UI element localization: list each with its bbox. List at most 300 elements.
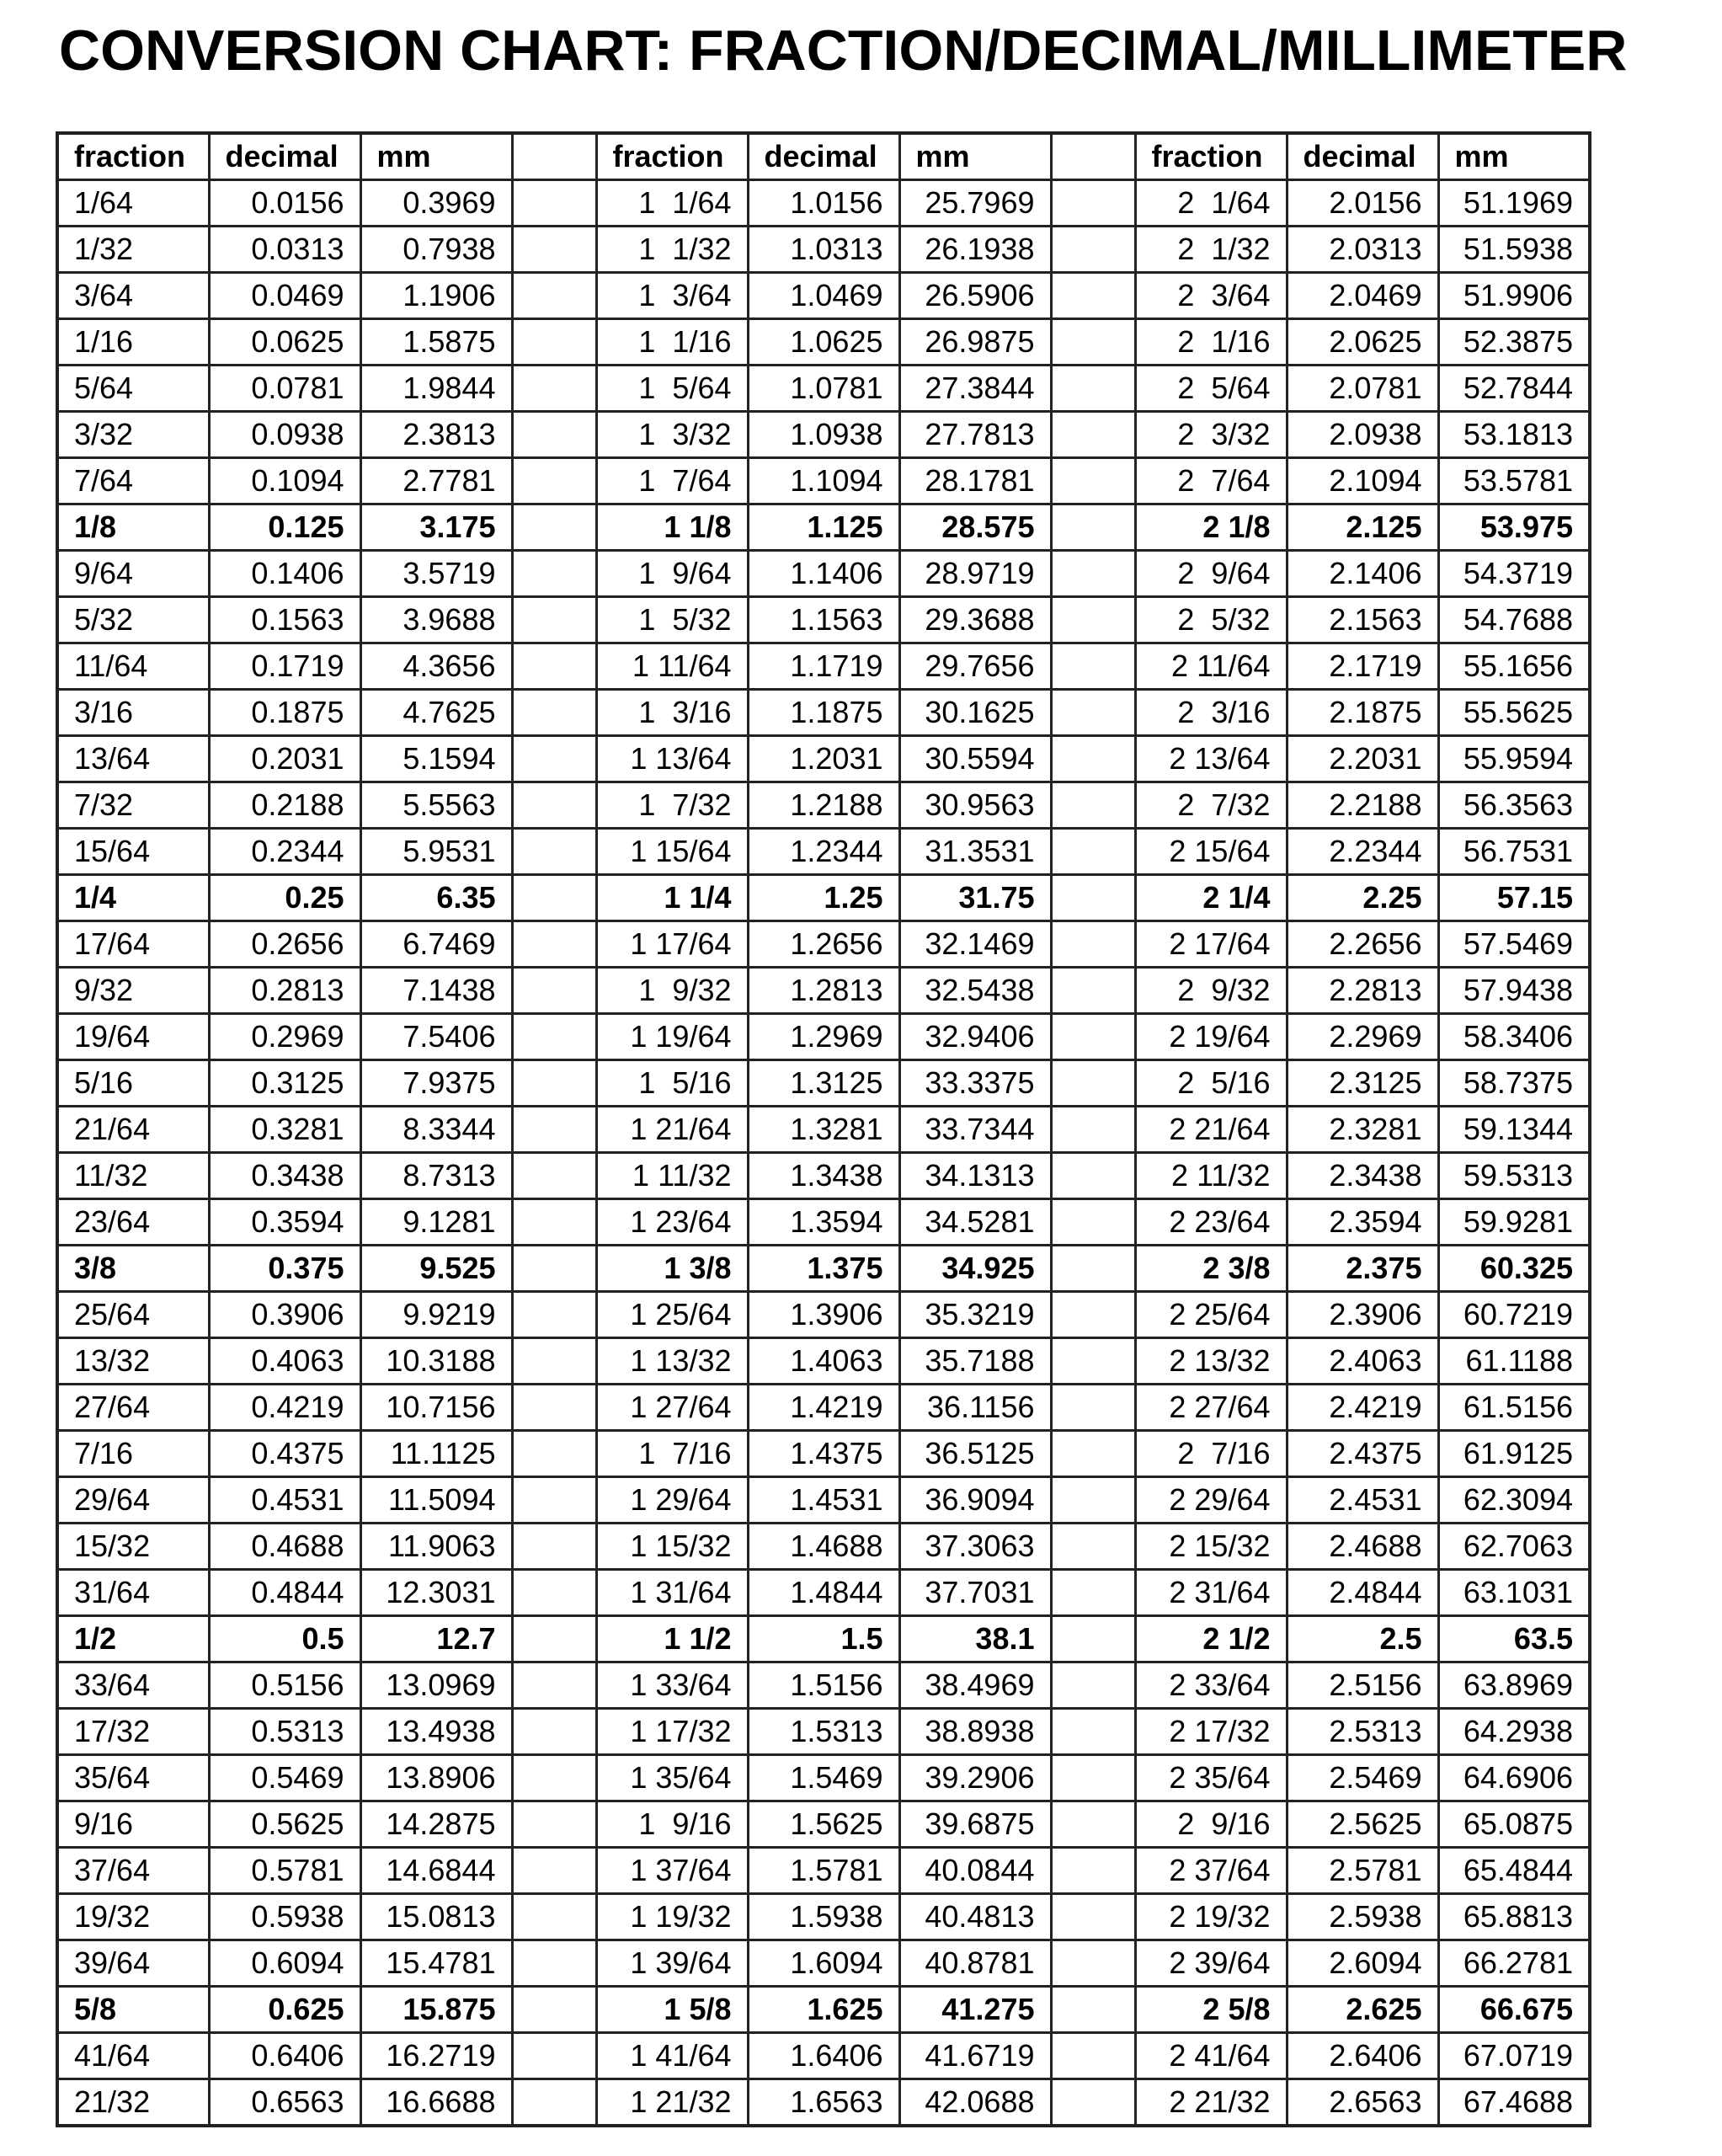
header-row [57, 133, 1590, 180]
column-spacer [512, 1060, 596, 1107]
column-header-fraction: fraction [57, 133, 209, 180]
fraction-cell: 2 21/32 [1135, 2079, 1287, 2127]
mm-cell: 33.7344 [899, 1107, 1051, 1153]
table-row [57, 273, 1590, 319]
decimal-cell: 0.6094 [209, 1940, 360, 1987]
fraction-cell: 1 21/32 [596, 2079, 748, 2127]
decimal-cell: 0.5 [209, 1616, 360, 1662]
mm-cell: 29.7656 [899, 643, 1051, 690]
column-spacer [1051, 366, 1135, 412]
decimal-cell: 2.1406 [1287, 551, 1438, 597]
mm-cell: 38.1 [899, 1616, 1051, 1662]
fraction-cell: 1 21/64 [596, 1107, 748, 1153]
mm-cell: 15.875 [360, 1987, 512, 2033]
fraction-cell: 1/16 [57, 319, 209, 366]
fraction-cell: 2 31/64 [1135, 1570, 1287, 1616]
mm-cell: 53.975 [1438, 504, 1590, 551]
column-spacer [1051, 1107, 1135, 1153]
decimal-cell: 1.0469 [748, 273, 899, 319]
column-spacer [512, 829, 596, 875]
decimal-cell: 1.375 [748, 1246, 899, 1292]
decimal-cell: 0.1406 [209, 551, 360, 597]
decimal-cell: 0.5781 [209, 1848, 360, 1894]
fraction-cell: 1 15/32 [596, 1524, 748, 1570]
mm-cell: 26.1938 [899, 227, 1051, 273]
decimal-cell: 0.2344 [209, 829, 360, 875]
column-header-decimal: decimal [209, 133, 360, 180]
fraction-cell: 1 1/8 [596, 504, 748, 551]
column-spacer [512, 227, 596, 273]
decimal-cell: 0.5625 [209, 1801, 360, 1848]
decimal-cell: 1.4375 [748, 1431, 899, 1477]
table-row [57, 829, 1590, 875]
fraction-cell: 2 21/64 [1135, 1107, 1287, 1153]
decimal-cell: 2.6406 [1287, 2033, 1438, 2079]
fraction-cell: 31/64 [57, 1570, 209, 1616]
fraction-cell: 2 7/64 [1135, 458, 1287, 504]
fraction-cell: 33/64 [57, 1662, 209, 1709]
mm-cell: 2.3813 [360, 412, 512, 458]
mm-cell: 52.7844 [1438, 366, 1590, 412]
column-spacer [1051, 1940, 1135, 1987]
table-row [57, 2033, 1590, 2079]
mm-cell: 32.1469 [899, 921, 1051, 968]
mm-cell: 9.1281 [360, 1199, 512, 1246]
table-row [57, 1848, 1590, 1894]
fraction-cell: 1 1/64 [596, 180, 748, 227]
column-spacer [1051, 1848, 1135, 1894]
fraction-cell: 5/8 [57, 1987, 209, 2033]
fraction-cell: 2 1/32 [1135, 227, 1287, 273]
mm-cell: 5.9531 [360, 829, 512, 875]
column-header-mm: mm [899, 133, 1051, 180]
table-row [57, 1894, 1590, 1940]
fraction-cell: 21/32 [57, 2079, 209, 2127]
decimal-cell: 2.25 [1287, 875, 1438, 921]
decimal-cell: 2.6094 [1287, 1940, 1438, 1987]
table-row [57, 597, 1590, 643]
decimal-cell: 1.4688 [748, 1524, 899, 1570]
mm-cell: 58.7375 [1438, 1060, 1590, 1107]
mm-cell: 3.5719 [360, 551, 512, 597]
mm-cell: 28.1781 [899, 458, 1051, 504]
fraction-cell: 1 9/64 [596, 551, 748, 597]
fraction-cell: 1 1/16 [596, 319, 748, 366]
decimal-cell: 0.1719 [209, 643, 360, 690]
decimal-cell: 0.4375 [209, 1431, 360, 1477]
decimal-cell: 2.1875 [1287, 690, 1438, 736]
decimal-cell: 1.0625 [748, 319, 899, 366]
mm-cell: 4.3656 [360, 643, 512, 690]
decimal-cell: 2.625 [1287, 1987, 1438, 2033]
mm-cell: 25.7969 [899, 180, 1051, 227]
column-spacer [512, 1014, 596, 1060]
mm-cell: 26.5906 [899, 273, 1051, 319]
decimal-cell: 0.6406 [209, 2033, 360, 2079]
column-spacer [512, 273, 596, 319]
mm-cell: 31.75 [899, 875, 1051, 921]
fraction-cell: 1 31/64 [596, 1570, 748, 1616]
mm-cell: 26.9875 [899, 319, 1051, 366]
fraction-cell: 1 7/16 [596, 1431, 748, 1477]
fraction-cell: 11/32 [57, 1153, 209, 1199]
mm-cell: 63.5 [1438, 1616, 1590, 1662]
mm-cell: 32.5438 [899, 968, 1051, 1014]
mm-cell: 7.1438 [360, 968, 512, 1014]
fraction-cell: 1 27/64 [596, 1385, 748, 1431]
fraction-cell: 2 9/32 [1135, 968, 1287, 1014]
table-row [57, 968, 1590, 1014]
fraction-cell: 1 17/32 [596, 1709, 748, 1755]
fraction-cell: 2 5/32 [1135, 597, 1287, 643]
decimal-cell: 1.0313 [748, 227, 899, 273]
column-spacer [1051, 1524, 1135, 1570]
column-spacer [512, 1848, 596, 1894]
fraction-cell: 1 7/32 [596, 782, 748, 829]
fraction-cell: 19/64 [57, 1014, 209, 1060]
column-spacer [1051, 1431, 1135, 1477]
mm-cell: 63.1031 [1438, 1570, 1590, 1616]
column-spacer [512, 458, 596, 504]
fraction-cell: 2 11/64 [1135, 643, 1287, 690]
fraction-cell: 2 39/64 [1135, 1940, 1287, 1987]
column-spacer [512, 1570, 596, 1616]
mm-cell: 16.6688 [360, 2079, 512, 2127]
column-spacer [1051, 1060, 1135, 1107]
column-spacer [1051, 1616, 1135, 1662]
mm-cell: 10.7156 [360, 1385, 512, 1431]
column-spacer [512, 1246, 596, 1292]
mm-cell: 12.3031 [360, 1570, 512, 1616]
decimal-cell: 1.6094 [748, 1940, 899, 1987]
mm-cell: 60.7219 [1438, 1292, 1590, 1338]
table-row [57, 1801, 1590, 1848]
mm-cell: 66.675 [1438, 1987, 1590, 2033]
decimal-cell: 2.5469 [1287, 1755, 1438, 1801]
fraction-cell: 2 35/64 [1135, 1755, 1287, 1801]
column-spacer [512, 968, 596, 1014]
fraction-cell: 15/64 [57, 829, 209, 875]
fraction-cell: 2 25/64 [1135, 1292, 1287, 1338]
decimal-cell: 2.1719 [1287, 643, 1438, 690]
fraction-cell: 2 17/64 [1135, 921, 1287, 968]
fraction-cell: 2 27/64 [1135, 1385, 1287, 1431]
decimal-cell: 1.2031 [748, 736, 899, 782]
mm-cell: 1.1906 [360, 273, 512, 319]
mm-cell: 11.5094 [360, 1477, 512, 1524]
decimal-cell: 0.25 [209, 875, 360, 921]
decimal-cell: 2.3125 [1287, 1060, 1438, 1107]
column-spacer [512, 1616, 596, 1662]
decimal-cell: 0.3906 [209, 1292, 360, 1338]
table-row [57, 319, 1590, 366]
fraction-cell: 9/16 [57, 1801, 209, 1848]
column-spacer [512, 1477, 596, 1524]
column-spacer [1051, 1153, 1135, 1199]
mm-cell: 35.7188 [899, 1338, 1051, 1385]
column-spacer [512, 1987, 596, 2033]
mm-cell: 13.8906 [360, 1755, 512, 1801]
mm-cell: 16.2719 [360, 2033, 512, 2079]
column-spacer [512, 133, 596, 180]
fraction-cell: 1 13/64 [596, 736, 748, 782]
mm-cell: 64.6906 [1438, 1755, 1590, 1801]
decimal-cell: 0.1875 [209, 690, 360, 736]
column-header-mm: mm [360, 133, 512, 180]
table-row [57, 1153, 1590, 1199]
decimal-cell: 1.3438 [748, 1153, 899, 1199]
fraction-cell: 1 15/64 [596, 829, 748, 875]
mm-cell: 11.9063 [360, 1524, 512, 1570]
fraction-cell: 1 3/32 [596, 412, 748, 458]
decimal-cell: 0.0938 [209, 412, 360, 458]
mm-cell: 34.1313 [899, 1153, 1051, 1199]
table-row [57, 690, 1590, 736]
decimal-cell: 1.3125 [748, 1060, 899, 1107]
decimal-cell: 1.5156 [748, 1662, 899, 1709]
decimal-cell: 0.2031 [209, 736, 360, 782]
column-spacer [512, 1338, 596, 1385]
decimal-cell: 1.5625 [748, 1801, 899, 1848]
fraction-cell: 2 29/64 [1135, 1477, 1287, 1524]
fraction-cell: 21/64 [57, 1107, 209, 1153]
column-spacer [512, 1292, 596, 1338]
fraction-cell: 2 41/64 [1135, 2033, 1287, 2079]
fraction-cell: 41/64 [57, 2033, 209, 2079]
page-title: CONVERSION CHART: FRACTION/DECIMAL/MILLIMETER [59, 19, 1628, 83]
decimal-cell: 0.1563 [209, 597, 360, 643]
fraction-cell: 17/32 [57, 1709, 209, 1755]
fraction-cell: 2 15/64 [1135, 829, 1287, 875]
decimal-cell: 0.125 [209, 504, 360, 551]
column-spacer [512, 2033, 596, 2079]
decimal-cell: 1.3594 [748, 1199, 899, 1246]
fraction-cell: 7/16 [57, 1431, 209, 1477]
decimal-cell: 0.3281 [209, 1107, 360, 1153]
decimal-cell: 1.4219 [748, 1385, 899, 1431]
decimal-cell: 1.2813 [748, 968, 899, 1014]
mm-cell: 63.8969 [1438, 1662, 1590, 1709]
decimal-cell: 1.4063 [748, 1338, 899, 1385]
column-spacer [512, 782, 596, 829]
mm-cell: 56.7531 [1438, 829, 1590, 875]
fraction-cell: 1 5/32 [596, 597, 748, 643]
decimal-cell: 0.375 [209, 1246, 360, 1292]
fraction-cell: 1 3/64 [596, 273, 748, 319]
fraction-cell: 3/32 [57, 412, 209, 458]
table-row [57, 458, 1590, 504]
conversion-table [56, 131, 1591, 2127]
column-spacer [512, 1431, 596, 1477]
decimal-cell: 2.0313 [1287, 227, 1438, 273]
decimal-cell: 0.2188 [209, 782, 360, 829]
mm-cell: 0.7938 [360, 227, 512, 273]
mm-cell: 42.0688 [899, 2079, 1051, 2127]
fraction-cell: 1 25/64 [596, 1292, 748, 1338]
fraction-cell: 1/32 [57, 227, 209, 273]
table-row [57, 1107, 1590, 1153]
column-spacer [1051, 551, 1135, 597]
decimal-cell: 2.5938 [1287, 1894, 1438, 1940]
mm-cell: 6.35 [360, 875, 512, 921]
mm-cell: 30.5594 [899, 736, 1051, 782]
mm-cell: 3.9688 [360, 597, 512, 643]
column-spacer [512, 412, 596, 458]
fraction-cell: 1 37/64 [596, 1848, 748, 1894]
mm-cell: 39.6875 [899, 1801, 1051, 1848]
fraction-cell: 1 3/8 [596, 1246, 748, 1292]
decimal-cell: 1.1563 [748, 597, 899, 643]
column-spacer [512, 1709, 596, 1755]
fraction-cell: 1 11/64 [596, 643, 748, 690]
column-spacer [1051, 1292, 1135, 1338]
mm-cell: 5.5563 [360, 782, 512, 829]
decimal-cell: 1.6563 [748, 2079, 899, 2127]
decimal-cell: 2.0469 [1287, 273, 1438, 319]
decimal-cell: 0.3438 [209, 1153, 360, 1199]
fraction-cell: 35/64 [57, 1755, 209, 1801]
mm-cell: 52.3875 [1438, 319, 1590, 366]
mm-cell: 33.3375 [899, 1060, 1051, 1107]
fraction-cell: 2 1/8 [1135, 504, 1287, 551]
mm-cell: 35.3219 [899, 1292, 1051, 1338]
fraction-cell: 2 1/4 [1135, 875, 1287, 921]
fraction-cell: 5/64 [57, 366, 209, 412]
mm-cell: 8.3344 [360, 1107, 512, 1153]
fraction-cell: 2 17/32 [1135, 1709, 1287, 1755]
fraction-cell: 1 41/64 [596, 2033, 748, 2079]
fraction-cell: 11/64 [57, 643, 209, 690]
mm-cell: 56.3563 [1438, 782, 1590, 829]
decimal-cell: 2.5781 [1287, 1848, 1438, 1894]
decimal-cell: 1.2188 [748, 782, 899, 829]
fraction-cell: 9/32 [57, 968, 209, 1014]
table-row [57, 180, 1590, 227]
fraction-cell: 1 9/16 [596, 1801, 748, 1848]
decimal-cell: 1.4531 [748, 1477, 899, 1524]
table-row [57, 1987, 1590, 2033]
table-row [57, 366, 1590, 412]
mm-cell: 57.9438 [1438, 968, 1590, 1014]
decimal-cell: 0.3594 [209, 1199, 360, 1246]
column-spacer [1051, 921, 1135, 968]
decimal-cell: 1.5313 [748, 1709, 899, 1755]
decimal-cell: 2.2813 [1287, 968, 1438, 1014]
mm-cell: 65.4844 [1438, 1848, 1590, 1894]
table-row [57, 1662, 1590, 1709]
fraction-cell: 5/32 [57, 597, 209, 643]
decimal-cell: 2.3906 [1287, 1292, 1438, 1338]
column-spacer [512, 319, 596, 366]
mm-cell: 36.1156 [899, 1385, 1051, 1431]
mm-cell: 28.575 [899, 504, 1051, 551]
column-spacer [1051, 1570, 1135, 1616]
column-spacer [512, 1801, 596, 1848]
fraction-cell: 2 3/32 [1135, 412, 1287, 458]
column-header-decimal: decimal [1287, 133, 1438, 180]
mm-cell: 27.7813 [899, 412, 1051, 458]
fraction-cell: 5/16 [57, 1060, 209, 1107]
decimal-cell: 2.0938 [1287, 412, 1438, 458]
fraction-cell: 27/64 [57, 1385, 209, 1431]
mm-cell: 38.8938 [899, 1709, 1051, 1755]
fraction-cell: 1 17/64 [596, 921, 748, 968]
fraction-cell: 1 3/16 [596, 690, 748, 736]
fraction-cell: 1 33/64 [596, 1662, 748, 1709]
decimal-cell: 1.2344 [748, 829, 899, 875]
decimal-cell: 2.2031 [1287, 736, 1438, 782]
mm-cell: 30.9563 [899, 782, 1051, 829]
mm-cell: 65.0875 [1438, 1801, 1590, 1848]
mm-cell: 29.3688 [899, 597, 1051, 643]
column-spacer [1051, 1662, 1135, 1709]
mm-cell: 61.1188 [1438, 1338, 1590, 1385]
mm-cell: 39.2906 [899, 1755, 1051, 1801]
decimal-cell: 2.4844 [1287, 1570, 1438, 1616]
mm-cell: 37.3063 [899, 1524, 1051, 1570]
column-header-fraction: fraction [1135, 133, 1287, 180]
column-header-mm: mm [1438, 133, 1590, 180]
mm-cell: 62.3094 [1438, 1477, 1590, 1524]
decimal-cell: 1.3906 [748, 1292, 899, 1338]
decimal-cell: 2.1563 [1287, 597, 1438, 643]
decimal-cell: 1.1875 [748, 690, 899, 736]
decimal-cell: 0.2969 [209, 1014, 360, 1060]
column-spacer [1051, 227, 1135, 273]
fraction-cell: 1 35/64 [596, 1755, 748, 1801]
fraction-cell: 2 9/16 [1135, 1801, 1287, 1848]
mm-cell: 55.9594 [1438, 736, 1590, 782]
decimal-cell: 1.125 [748, 504, 899, 551]
decimal-cell: 2.0781 [1287, 366, 1438, 412]
fraction-cell: 1 9/32 [596, 968, 748, 1014]
decimal-cell: 2.3281 [1287, 1107, 1438, 1153]
decimal-cell: 0.5938 [209, 1894, 360, 1940]
fraction-cell: 1 11/32 [596, 1153, 748, 1199]
decimal-cell: 0.0625 [209, 319, 360, 366]
mm-cell: 61.5156 [1438, 1385, 1590, 1431]
column-spacer [1051, 273, 1135, 319]
mm-cell: 2.7781 [360, 458, 512, 504]
column-spacer [1051, 2079, 1135, 2127]
decimal-cell: 2.125 [1287, 504, 1438, 551]
decimal-cell: 2.4063 [1287, 1338, 1438, 1385]
fraction-cell: 1 5/16 [596, 1060, 748, 1107]
decimal-cell: 0.5469 [209, 1755, 360, 1801]
fraction-cell: 2 5/16 [1135, 1060, 1287, 1107]
fraction-cell: 2 19/32 [1135, 1894, 1287, 1940]
mm-cell: 51.1969 [1438, 180, 1590, 227]
decimal-cell: 2.5313 [1287, 1709, 1438, 1755]
fraction-cell: 2 23/64 [1135, 1199, 1287, 1246]
fraction-cell: 2 11/32 [1135, 1153, 1287, 1199]
decimal-cell: 2.2188 [1287, 782, 1438, 829]
table-row [57, 921, 1590, 968]
decimal-cell: 0.4844 [209, 1570, 360, 1616]
table-row [57, 875, 1590, 921]
column-spacer [1051, 597, 1135, 643]
fraction-cell: 1 7/64 [596, 458, 748, 504]
fraction-cell: 2 37/64 [1135, 1848, 1287, 1894]
column-spacer [1051, 1199, 1135, 1246]
fraction-cell: 2 1/16 [1135, 319, 1287, 366]
column-spacer [512, 597, 596, 643]
table-row [57, 1014, 1590, 1060]
column-spacer [512, 1755, 596, 1801]
decimal-cell: 1.5781 [748, 1848, 899, 1894]
mm-cell: 55.1656 [1438, 643, 1590, 690]
decimal-cell: 0.1094 [209, 458, 360, 504]
